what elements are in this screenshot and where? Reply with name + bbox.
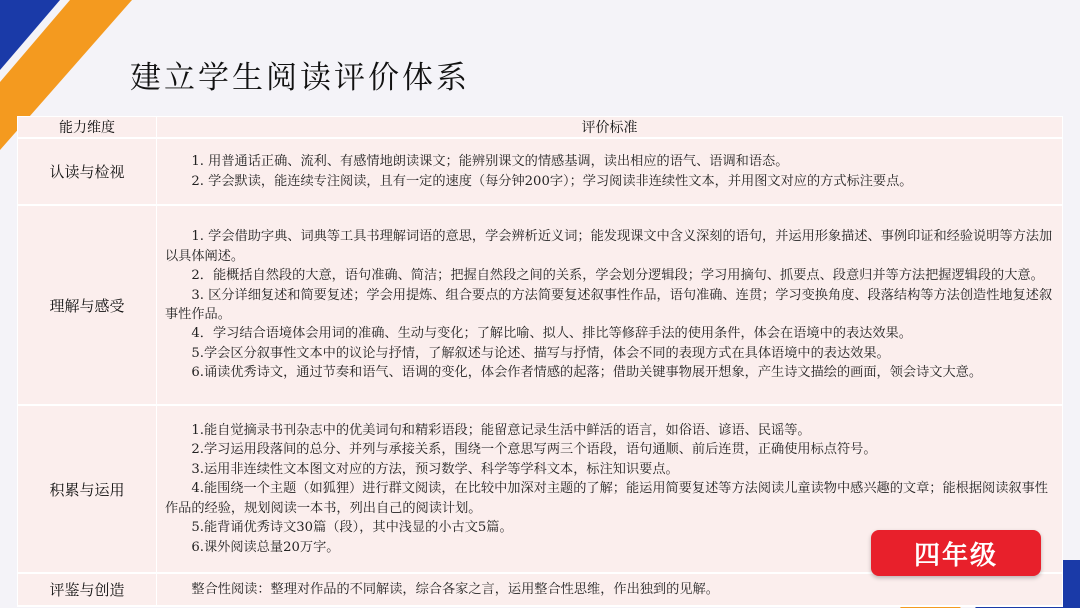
table-header-row [18,117,1063,139]
criteria-item: 1. 用普通话正确、流利、有感情地朗读课文；能辨别课文的情感基调，读出相应的语气、语调和语态。 [191,154,789,170]
criteria-item: 1. 学会借助字典、词典等工具书理解词语的意思，学会辨析近义词；能发现课文中含义深刻的语句，并运用形象描述、事例印证和经验说明等方法加以具体阐述。 [165,229,1053,264]
criteria-item: 5.学会区分叙事性文本中的议论与抒情，了解叙述与论述、描写与抒情，体会不同的表现方式在具体语境中的表达效果。 [191,345,890,361]
criteria-cell [157,573,1063,606]
criteria-item: 6.课外阅读总量20万字。 [191,539,340,555]
criteria-item: 4.能围绕一个主题（如狐狸）进行群文阅读，在比较中加深对主题的了解；能运用简要复述等方法阅读儿童读物中感兴趣的文章；能根据阅读叙事性作品的经验，规划阅读一本书，列出自己的阅读计划。 [165,481,1048,516]
criteria-cell [157,205,1063,405]
criteria-item: 3.运用非连续性文本图文对应的方法，预习数学、科学等学科文本，标注知识要点。 [191,461,679,477]
header-criteria: 评价标准 [157,117,1063,139]
criteria-item: 6.诵读优秀诗文，通过节奏和语气、语调的变化，体会作者情感的起落；借助关键事物展开想象，产生诗文描绘的画面，领会诗文大意。 [191,365,983,381]
criteria-cell [157,138,1063,205]
criteria-item: 整合性阅读：整理对作品的不同解读，综合各家之言，运用整合性思维，作出独到的见解。 [191,581,719,597]
criteria-item: 2．能概括自然段的大意，语句准确、简洁；把握自然段之间的关系，学会划分逻辑段；学习用摘句、抓要点、段意归并等方法把握逻辑段的大意。 [191,268,1044,284]
dimension-cell: 积累与运用 [18,405,157,573]
criteria-item: 2.学习运用段落间的总分、并列与承接关系，围绕一个意思写两三个语段，语句通顺、前后连贯，正确使用标点符号。 [191,442,877,458]
table-row [18,138,1063,205]
page-title: 建立学生阅读评价体系 [130,60,470,96]
dimension-cell: 评鉴与创造 [18,573,157,606]
header-dimension: 能力维度 [18,117,157,139]
criteria-item: 1.能自觉摘录书刊杂志中的优美词句和精彩语段；能留意记录生活中鲜活的语言，如俗语、谚语、民谣等。 [191,423,811,439]
criteria-item: 2. 学会默读，能连续专注阅读，且有一定的速度（每分钟200字）；学习阅读非连续性文本，并用图文对应的方式标注要点。 [191,173,913,189]
grade-badge: 四年级 [871,530,1041,576]
table-row [18,205,1063,405]
dimension-cell: 理解与感受 [18,205,157,405]
criteria-item: 4．学习结合语境体会用词的准确、生动与变化；了解比喻、拟人、排比等修辞手法的使用条件，体会在语境中的表达效果。 [191,326,912,342]
dimension-cell: 认读与检视 [18,138,157,205]
criteria-item: 5.能背诵优秀诗文30篇（段），其中浅显的小古文5篇。 [191,520,513,536]
table-row [18,573,1063,606]
criteria-item: 3. 区分详细复述和简要复述；学会用提炼、组合要点的方法简要复述叙事性作品，语句准确、连贯；学习变换角度、段落结构等方法创造性地复述叙事性作品。 [165,287,1053,322]
